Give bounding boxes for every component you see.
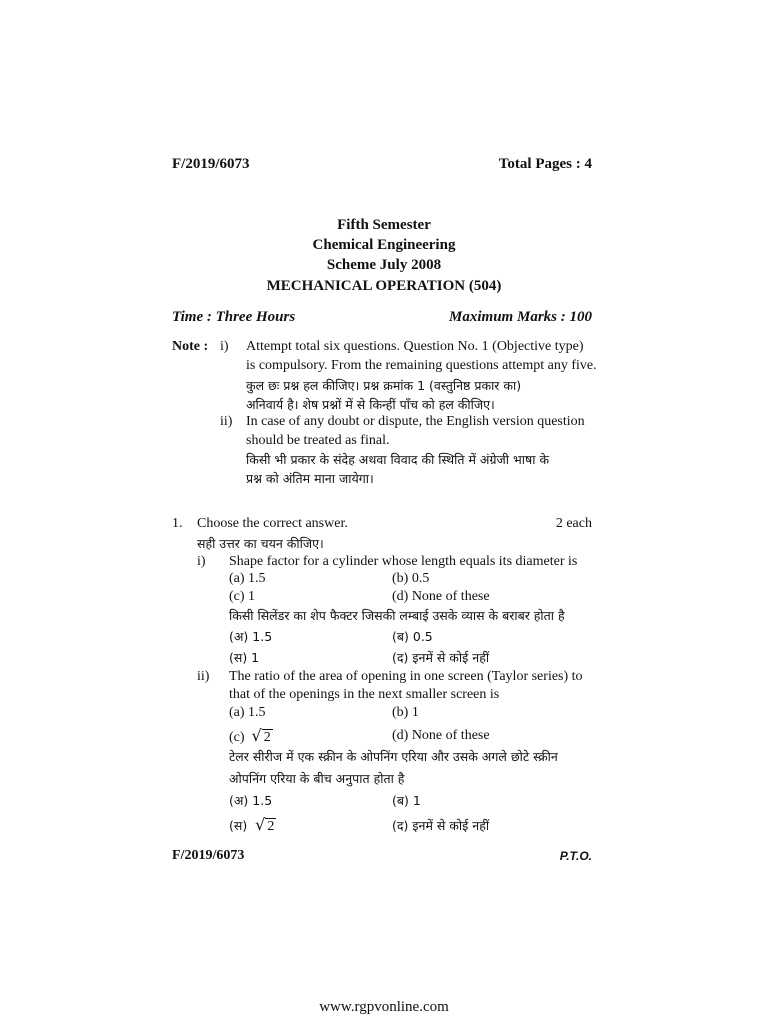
note-item-text: is compulsory. From the remaining questions attempt any five. [246, 358, 597, 373]
subquestion-stem: that of the openings in the next smaller screen is [229, 687, 500, 702]
semester-title: Fifth Semester [337, 217, 431, 233]
website-link[interactable]: www.rgpvonline.com [319, 999, 449, 1015]
option-d-hindi: (द) इनमें से कोई नहीं [392, 650, 490, 665]
option-b: (b) 1 [392, 705, 419, 720]
time-label: Time : Three Hours [172, 309, 296, 325]
option-a-hindi: (अ) 1.5 [229, 629, 273, 644]
option-c-hindi [229, 815, 276, 835]
square-root-value [252, 726, 273, 746]
note-item-text: In case of any doubt or dispute, the English version question [246, 414, 585, 429]
subquestion-stem-hindi: टेलर सीरीज में एक स्क्रीन के ओपनिंग एरिया और उसके अगले छोटे स्क्रीन [229, 749, 558, 764]
option-d: (d) None of these [392, 728, 490, 743]
radical-sign-icon: √ [255, 815, 266, 834]
option-b-hindi: (ब) 0.5 [392, 629, 433, 644]
option-a-hindi: (अ) 1.5 [229, 793, 273, 808]
paper-code: F/2019/6073 [172, 156, 250, 172]
subquestion-number: ii) [197, 669, 210, 684]
footer-paper-code: F/2019/6073 [172, 848, 245, 863]
option-c [229, 726, 273, 746]
total-pages: Total Pages : 4 [498, 156, 592, 172]
branch-title: Chemical Engineering [312, 237, 456, 253]
subquestion-stem-hindi: ओपनिंग एरिया के बीच अनुपात होता है [229, 771, 405, 786]
option-c-hindi: (स) 1 [229, 650, 260, 665]
note-item-text-hindi: किसी भी प्रकार के संदेह अथवा विवाद की स्थिति में अंग्रेजी भाषा के [246, 452, 550, 467]
radical-sign-icon: √ [251, 726, 262, 745]
radicand: 2 [267, 819, 275, 834]
subquestion-stem: Shape factor for a cylinder whose length equals its diameter is [229, 554, 578, 569]
subquestion-stem-hindi: किसी सिलेंडर का शेप फैक्टर जिसकी लम्बाई उसके व्यास के बराबर होता है [229, 608, 565, 623]
note-item-num: i) [220, 339, 229, 354]
option-c: (c) 1 [229, 589, 256, 604]
pto-label: P.T.O. [559, 849, 592, 863]
question-number: 1. [172, 516, 183, 531]
square-root-value [255, 815, 276, 835]
option-b-hindi: (ब) 1 [392, 793, 421, 808]
note-item-text: should be treated as final. [246, 433, 390, 448]
option-a: (a) 1.5 [229, 571, 266, 586]
note-item-num: ii) [220, 414, 233, 429]
question-text: Choose the correct answer. [197, 516, 348, 531]
option-a: (a) 1.5 [229, 705, 266, 720]
note-item-text-hindi: प्रश्न को अंतिम माना जायेगा। [246, 471, 374, 486]
note-item-text-hindi: अनिवार्य है। शेष प्रश्नों में से किन्हीं पाँच को हल कीजिए। [246, 397, 495, 412]
subquestion-stem: The ratio of the area of opening in one screen (Taylor series) to [229, 669, 583, 684]
radicand: 2 [263, 730, 271, 745]
option-c-hindi-label: (स) [229, 818, 248, 833]
subject-title: MECHANICAL OPERATION (504) [266, 278, 502, 294]
option-d: (d) None of these [392, 589, 490, 604]
note-item-text-hindi: कुल छः प्रश्न हल कीजिए। प्रश्न क्रमांक 1 (वस्तुनिष्ठ प्रकार का) [246, 378, 522, 393]
question-text-hindi: सही उत्तर का चयन कीजिए। [197, 536, 324, 551]
note-label: Note : [172, 339, 209, 354]
question-marks: 2 each [555, 516, 592, 531]
option-d-hindi: (द) इनमें से कोई नहीं [392, 818, 490, 833]
max-marks-label: Maximum Marks : 100 [449, 309, 592, 325]
subquestion-number: i) [197, 554, 206, 569]
option-c-label: (c) [229, 730, 245, 745]
scheme-title: Scheme July 2008 [326, 257, 442, 273]
option-b: (b) 0.5 [392, 571, 430, 586]
note-item-text: Attempt total six questions. Question No. 1 (Objective type) [246, 339, 584, 354]
